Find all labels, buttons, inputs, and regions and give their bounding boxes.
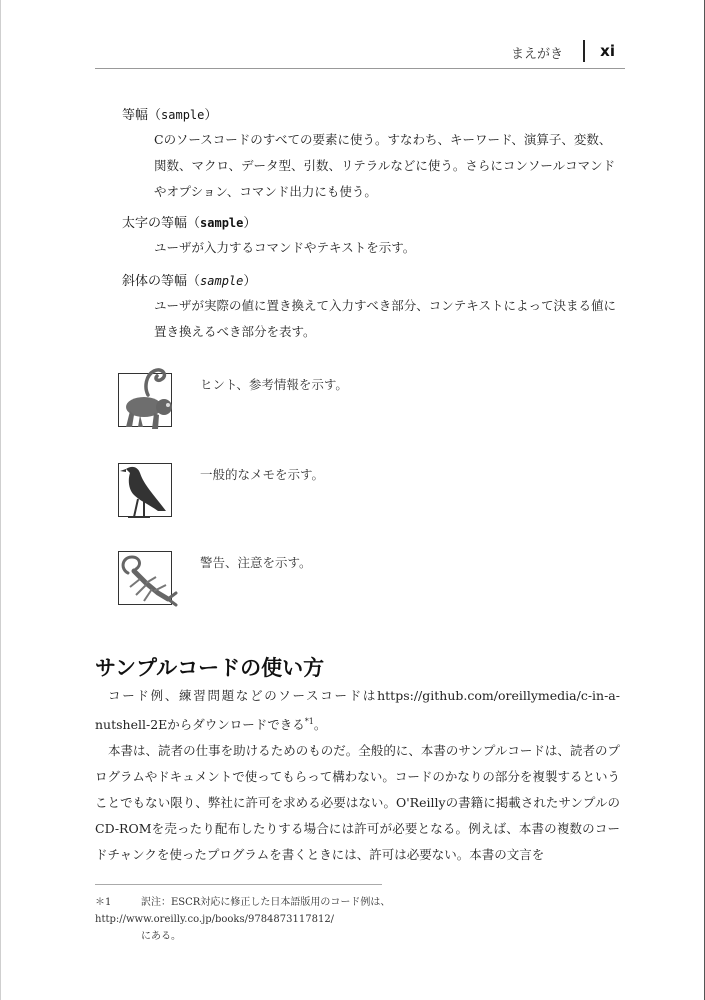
footnote-continuation: にある。 bbox=[141, 931, 181, 942]
lemur-icon bbox=[110, 365, 182, 437]
convention-term bbox=[122, 270, 622, 289]
paren-open: （ bbox=[187, 274, 201, 289]
paren-close: ） bbox=[243, 216, 257, 231]
term-sample: sample bbox=[200, 216, 244, 230]
scorpion-icon bbox=[110, 543, 182, 615]
convention-description: ユーザが入力するコマンドやテキストを示す。 bbox=[154, 240, 416, 255]
convention-term bbox=[122, 212, 622, 231]
convention-term bbox=[122, 104, 622, 123]
general-note bbox=[110, 455, 610, 525]
term-label: 等幅 bbox=[122, 108, 149, 123]
convention-monospace bbox=[122, 104, 622, 205]
paren-close: ） bbox=[204, 108, 218, 123]
convention-italic-monospace bbox=[122, 270, 622, 345]
note-text: ヒント、参考情報を示す。 bbox=[200, 377, 348, 392]
warning-note bbox=[110, 543, 610, 613]
paragraph-end: 。 bbox=[313, 717, 327, 733]
footnote bbox=[95, 894, 625, 945]
term-label: 太字の等幅 bbox=[122, 216, 188, 231]
chapter-title: まえがき bbox=[510, 47, 563, 62]
running-head bbox=[95, 40, 625, 69]
crow-icon bbox=[110, 455, 182, 527]
convention-description: ユーザが実際の値に置き換えて入力すべき部分、コンテキストによって決まる値に置き換えるべき部分を表す。 bbox=[154, 298, 617, 339]
paragraph-permissions: 本書は、読者の仕事を助けるためのものだ。全般的に、本書のサンプルコードは、読者のプログラムやドキュメントで使ってもらって構わない。コードのかなりの部分を複製するということでもない限り、弊社に許可を求める必要はない。O'Reillyの書籍に掲載されたサンプルのCD-ROMを売ったり配布したりする場合には許可が必要となる。例えば、本書の複数のコードチャンクを使ったプログラムを書くときには、許可は必要ない。本書の文言を bbox=[95, 743, 620, 863]
paragraph-text: コード例、練習問題などのソースコードはhttps://github.com/oreillymedia/c-in-a-nutshell-2Eからダウンロードできる bbox=[95, 688, 620, 733]
paren-close: ） bbox=[243, 274, 257, 289]
footnote-ref: *1 bbox=[304, 717, 314, 726]
note-text: 一般的なメモを示す。 bbox=[200, 467, 325, 482]
footnote-rule bbox=[95, 884, 382, 885]
footnote-text: 訳注：ESCR対応に修正した日本語版用のコード例は、http://www.oreilly.co.jp/books/9784873117812/ bbox=[95, 897, 391, 925]
paragraph-download bbox=[95, 683, 620, 738]
convention-bold-monospace bbox=[122, 212, 622, 261]
footnote-line bbox=[95, 894, 625, 928]
term-label: 斜体の等幅 bbox=[122, 274, 188, 289]
term-sample: sample bbox=[161, 108, 205, 122]
page-number: xi bbox=[600, 42, 615, 60]
paren-open: （ bbox=[187, 216, 201, 231]
convention-description: Cのソースコードのすべての要素に使う。すなわち、キーワード、演算子、変数、関数、マクロ、データ型、引数、リテラルなどに使う。さらにコンソールコマンドやオプション、コマンド出力にも使う。 bbox=[154, 132, 616, 199]
note-text: 警告、注意を示す。 bbox=[200, 555, 312, 570]
term-sample: sample bbox=[200, 274, 244, 288]
section-title: サンプルコードの使い方 bbox=[95, 656, 325, 680]
header-separator bbox=[583, 40, 585, 62]
paren-open: （ bbox=[148, 108, 162, 123]
body-text bbox=[95, 683, 620, 868]
footnote-mark: ＊1 bbox=[95, 897, 112, 908]
tip-note bbox=[110, 365, 610, 435]
